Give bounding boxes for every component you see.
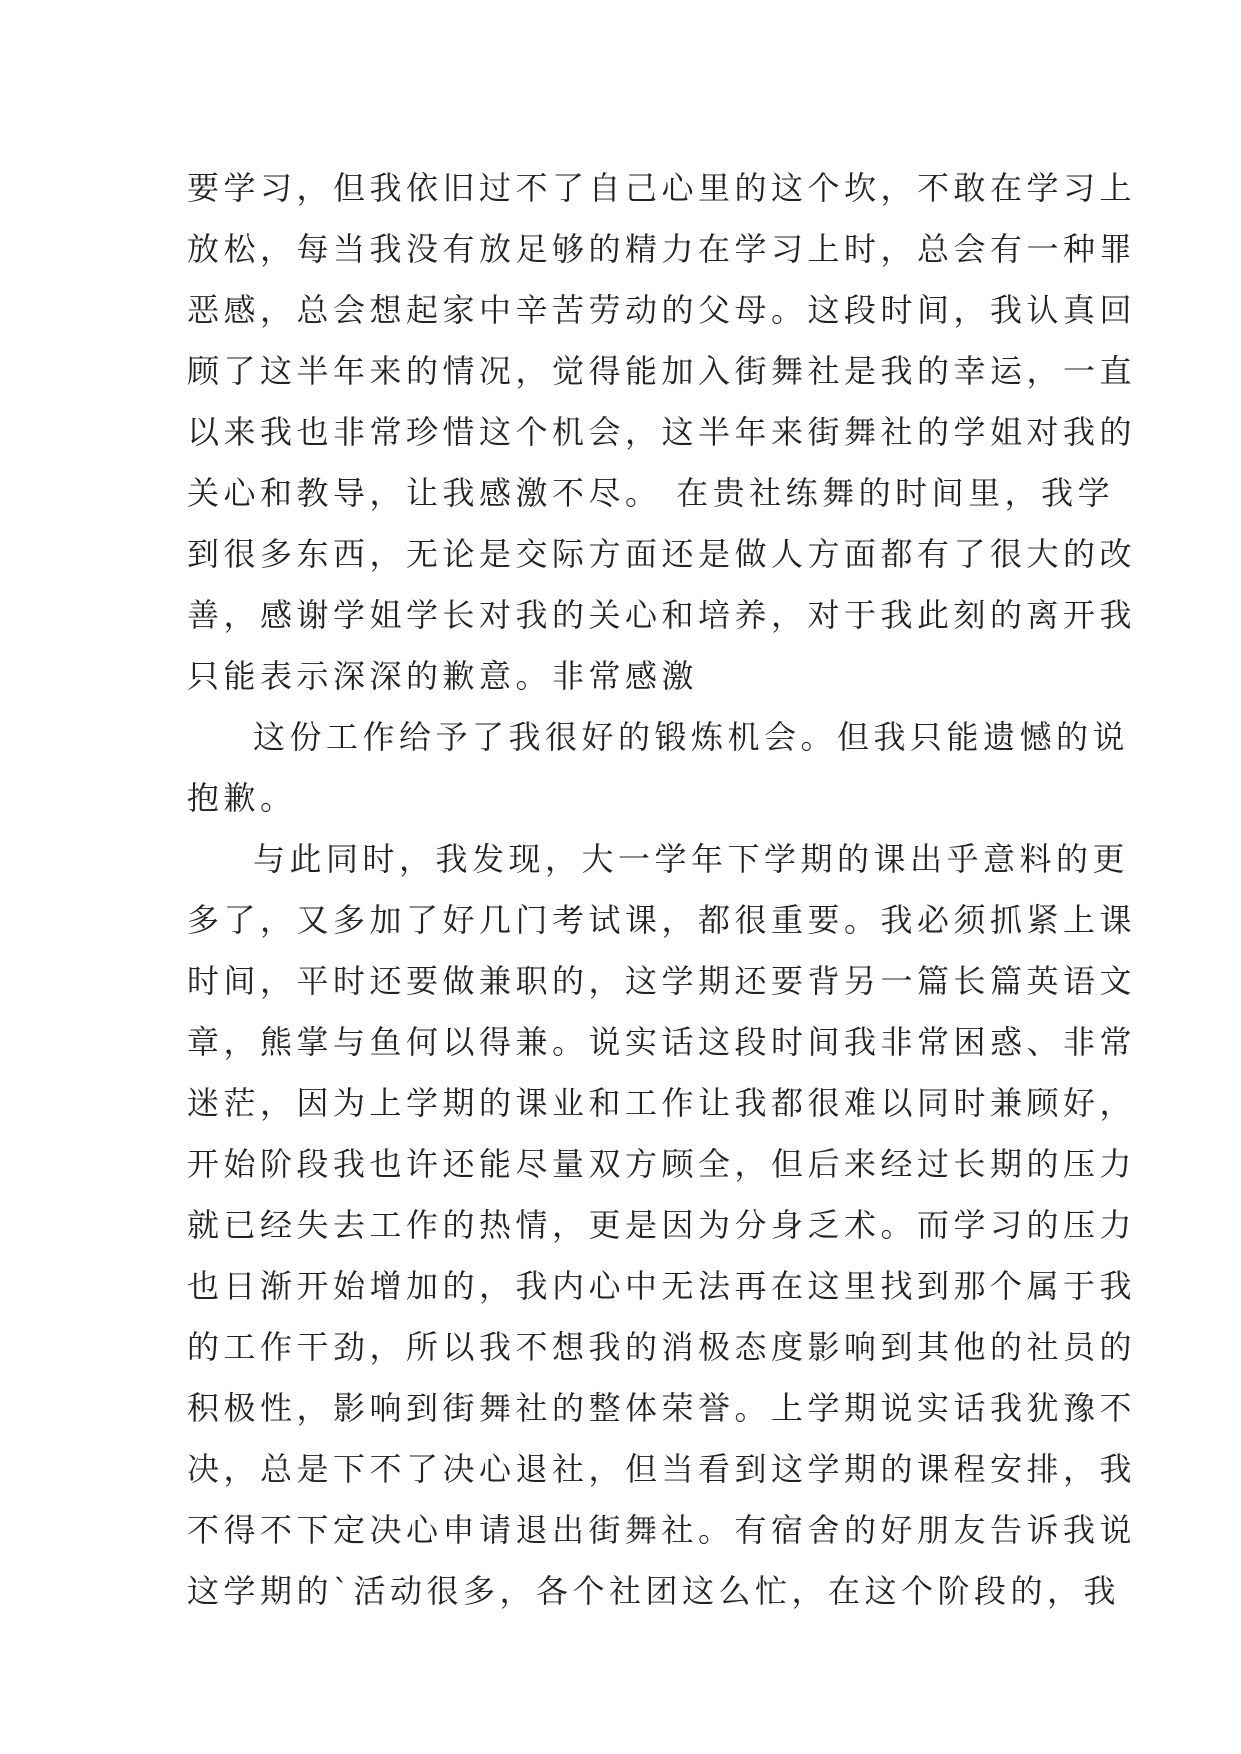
text-line: 积极性，影响到街舞社的整体荣誉。上学期说实话我犹豫不: [187, 1389, 1137, 1427]
text-line: 以来我也非常珍惜这个机会，这半年来街舞社的学姐对我的: [187, 413, 1137, 451]
text-line: 只能表示深深的歉意。非常感激: [187, 657, 699, 695]
text-line: 的工作干劲，所以我不想我的消极态度影响到其他的社员的: [187, 1328, 1137, 1366]
text-line: 不得不下定决心申请退出街舞社。有宿舍的好朋友告诉我说: [187, 1511, 1137, 1549]
text-line: 开始阶段我也许还能尽量双方顾全，但后来经过长期的压力: [187, 1145, 1137, 1183]
paragraph-start-line: 与此同时，我发现，大一学年下学期的课出乎意料的更: [253, 840, 1130, 878]
text-line: 这学期的`活动很多，各个社团这么忙，在这个阶段的，我: [187, 1572, 1121, 1610]
text-line: 善，感谢学姐学长对我的关心和培养，对于我此刻的离开我: [187, 596, 1137, 634]
text-line: 决，总是下不了决心退社，但当看到这学期的课程安排，我: [187, 1450, 1137, 1488]
text-line: 也日渐开始增加的，我内心中无法再在这里找到那个属于我: [187, 1267, 1137, 1305]
text-line: 就已经失去工作的热情，更是因为分身乏术。而学习的压力: [187, 1206, 1137, 1244]
text-line: 章，熊掌与鱼何以得兼。说实话这段时间我非常困惑、非常: [187, 1023, 1137, 1061]
text-line: 顾了这半年来的情况，觉得能加入街舞社是我的幸运，一直: [187, 352, 1137, 390]
text-line: 到很多东西，无论是交际方面还是做人方面都有了很大的改: [187, 535, 1137, 573]
text-line: 关心和教导，让我感激不尽。 在贵社练舞的时间里，我学: [187, 474, 1115, 512]
text-line: 恶感，总会想起家中辛苦劳动的父母。这段时间，我认真回: [187, 291, 1137, 329]
text-line: 要学习，但我依旧过不了自己心里的这个坎，不敢在学习上: [187, 169, 1137, 207]
text-line: 迷茫，因为上学期的课业和工作让我都很难以同时兼顾好，: [187, 1084, 1137, 1122]
text-line: 抱歉。: [187, 779, 297, 817]
paragraph-start-line: 这份工作给予了我很好的锻炼机会。但我只能遗憾的说: [253, 718, 1130, 756]
text-line: 多了，又多加了好几门考试课，都很重要。我必须抓紧上课: [187, 901, 1137, 939]
text-line: 时间，平时还要做兼职的，这学期还要背另一篇长篇英语文: [187, 962, 1137, 1000]
text-line: 放松，每当我没有放足够的精力在学习上时，总会有一种罪: [187, 230, 1137, 268]
body-text: [187, 158, 1137, 1622]
